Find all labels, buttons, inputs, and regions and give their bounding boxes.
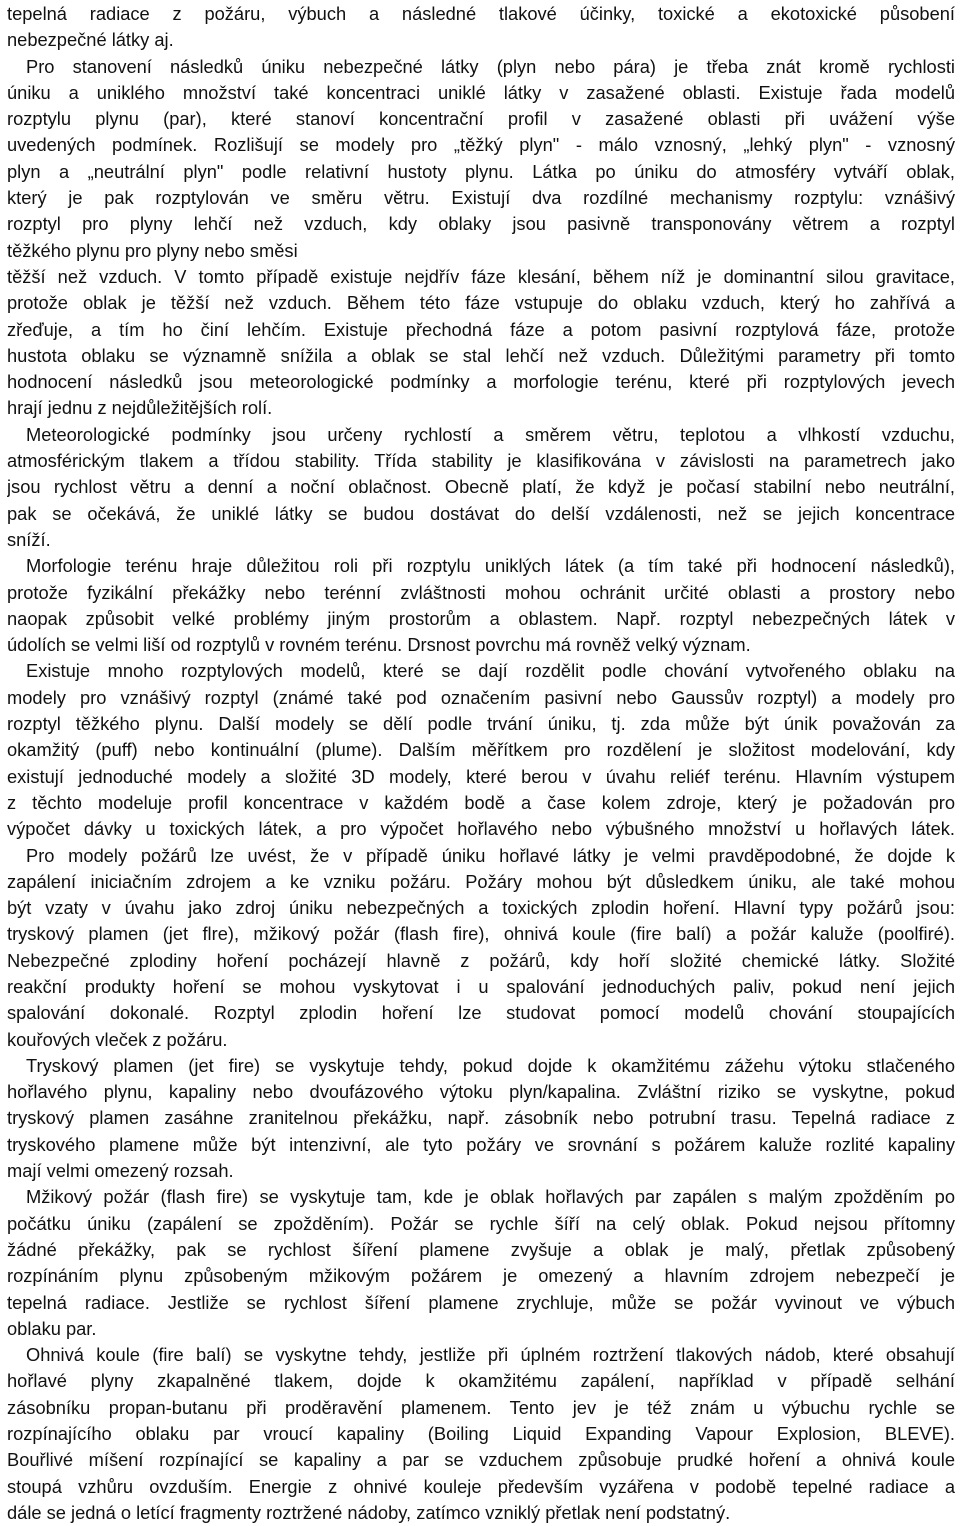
text-line: z těchto modeluje profil koncentrace v každém bodě a čase kolem zdroje, který je požadován pro bbox=[7, 791, 955, 813]
text-line: plyn a „neutrální plyn" podle relativní hustoty plynu. Látka po úniku do atmosféry vytváří oblak, bbox=[7, 160, 955, 182]
text-line: jsou rychlost větru a denní a noční oblačnost. Obecně platí, že když je počasí stabilní nebo neutrální, bbox=[7, 476, 955, 498]
text-line: být vzaty v úvahu jako zdroj úniku nebezpečných a toxických zplodin hoření. Hlavní typy požárů jsou: bbox=[7, 897, 955, 919]
text-line: dále se jedná o letící fragmenty roztržené nádoby, zatímco vzniklý přetlak není podstatný. bbox=[7, 1501, 731, 1523]
text-line: oblaku par. bbox=[7, 1317, 97, 1339]
text-line: protože fyzikální překážky nebo terénní zvláštnosti mohou ochránit určité oblasti a prostory nebo bbox=[7, 581, 955, 603]
text-line: spalování dokonalé. Rozptyl zplodin hoření lze studovat pomocí modelů chování stoupajících bbox=[7, 1002, 955, 1024]
text-line: těžší než vzduch. V tomto případě existuje nejdřív fáze klesání, během níž je dominantní silou gravitace, bbox=[7, 265, 955, 287]
text-line: mají velmi omezený rozsah. bbox=[7, 1160, 234, 1182]
text-line: zřeďuje, a tím ho činí lehčím. Existuje přechodná fáze a potom pasivní rozptylová fáze, protože bbox=[7, 318, 955, 340]
text-line: existují jednoduché modely a složité 3D modely, které berou v úvahu reliéf terénu. Hlavním výstupem bbox=[7, 765, 955, 787]
text-line: hrají jednu z nejdůležitějších rolí. bbox=[7, 397, 273, 419]
text-line: sníží. bbox=[7, 528, 51, 550]
text-line: tryskového plamene může být intenzivní, ale tyto požáry ve srovnání s požárem kaluže rozlité kapaliny bbox=[7, 1133, 955, 1155]
text-line: úniku a uniklého množství také koncentraci uniklé látky v zasažené oblasti. Existuje řada modelů bbox=[7, 81, 955, 103]
text-line: Morfologie terénu hraje důležitou roli při rozptylu uniklých látek (a tím také při hodnocení následků), bbox=[26, 555, 955, 577]
text-line: rozptylu plynu (par), které stanoví koncentrační profil v zasažené oblasti při uvážení výše bbox=[7, 108, 955, 130]
text-line: který je pak rozptylován ve směru větru. Existují dva rozdílné mechanismy rozptylu: vznášivý bbox=[7, 187, 955, 209]
text-line: hořlavé plyny zkapalněné tlakem, dojde k okamžitému zapálení, například v případě selhání bbox=[7, 1370, 955, 1392]
text-line: rozptyl těžkého plynu. Další modely se dělí podle trvání úniku, tj. zda může být únik považován za bbox=[7, 713, 955, 735]
text-line: počátku úniku (zapálení se zpožděním). Požár se rychle šíří na celý oblak. Pokud nejsou přítomny bbox=[7, 1212, 955, 1234]
text-line: zapálení iniciačním zdrojem a ke vzniku požáru. Požáry mohou být důsledkem úniku, ale také mohou bbox=[7, 870, 955, 892]
text-line: rozpínáním plynu způsobeným mžikovým požárem je omezený a hlavním zdrojem nebezpečí je bbox=[7, 1265, 955, 1287]
text-line: Ohnivá koule (fire balí) se vyskytne tehdy, jestliže při úplném roztržení tlakových nádob, které obsahují bbox=[26, 1344, 955, 1366]
text-line: modely pro vznášivý rozptyl (známé také pod označením pasivní nebo Gaussův rozptyl) a modely pro bbox=[7, 686, 955, 708]
text-line: nebezpečné látky aj. bbox=[7, 29, 174, 51]
text-line: žádné překážky, pak se rychlost šíření plamene zvyšuje a oblak je malý, přetlak způsobený bbox=[7, 1238, 955, 1260]
text-line: tepelná radiace. Jestliže se rychlost šíření plamene zrychluje, může se požár vyvinout ve výbuch bbox=[7, 1291, 955, 1313]
text-line: reakční produkty hoření se mohou vyskytovat i u spalování jednoduchých paliv, pokud není jejich bbox=[7, 975, 955, 997]
text-line: rozptyl pro plyny lehčí než vzduch, kdy oblaky jsou pasivně transponovány větrem a rozptyl bbox=[7, 213, 955, 235]
text-line: Meteorologické podmínky jsou určeny rychlostí a směrem větru, teplotou a vlhkostí vzduchu, bbox=[26, 423, 955, 445]
text-line: hodnocení následků jsou meteorologické podmínky a morfologie terénu, které při rozptylových jevech bbox=[7, 371, 955, 393]
text-line: těžkého plynu pro plyny nebo směsi bbox=[7, 239, 298, 261]
text-line: Tryskový plamen (jet fire) se vyskytuje tehdy, pokud dojde k okamžitému zážehu výtoku stlačeného bbox=[26, 1054, 955, 1076]
text-line: pak se očekává, že uniklé látky se budou dostávat do delší vzdálenosti, než se jejich koncentrace bbox=[7, 502, 955, 524]
text-line: Existuje mnoho rozptylových modelů, které se dají rozdělit podle chování vytvořeného oblaku na bbox=[26, 660, 955, 682]
text-line: stoupá vzhůru ovzduším. Energie z ohnivé kouleje především vyzářena v podobě tepelné radiace a bbox=[7, 1475, 955, 1497]
text-line: hustota oblaku se významně snížila a oblak se stal lehčí než vzduch. Důležitými parametry při tomto bbox=[7, 344, 955, 366]
text-line: protože oblak je těžší než vzduch. Během této fáze vstupuje do oblaku vzduch, který ho zahřívá a bbox=[7, 292, 955, 314]
text-line: tryskový plamen zasáhne zranitelnou překážku, např. zásobník nebo potrubní trasu. Tepelná radiace z bbox=[7, 1107, 955, 1129]
text-line: Bouřlivé míšení rozpínající se kapaliny a par se vzduchem způsobuje prudké hoření a ohnivá koule bbox=[7, 1449, 955, 1471]
text-line: atmosférickým tlakem a třídou stability. Třída stability je klasifikována v závislosti na parametrech jako bbox=[7, 450, 955, 472]
text-line: Nebezpečné zplodiny hoření pocházejí hlavně z požárů, kdy hoří složité chemické látky. Složité bbox=[7, 949, 955, 971]
text-line: tepelná radiace z požáru, výbuch a následné tlakové účinky, toxické a ekotoxické působení bbox=[7, 3, 955, 24]
text-line: tryskový plamen (jet flre), mžikový požár (flash fire), ohnivá koule (fire balí) a požár kaluže (poolfiré). bbox=[7, 923, 955, 945]
text-line: zásobníku propan-butanu při proděravění plamenem. Tento jev je též znám u výbuchu rychle se bbox=[7, 1396, 955, 1418]
text-line: údolích se velmi liší od rozptylů v rovném terénu. Drsnost povrchu má rovněž velký význam. bbox=[7, 634, 751, 656]
text-line: uvedených podmínek. Rozlišují se modely pro „těžký plyn" - málo vznosný, „lehký plyn" - vznosný bbox=[7, 134, 955, 156]
text-line: Mžikový požár (flash fire) se vyskytuje tam, kde je oblak hořlavých par zapálen s malým zpožděním po bbox=[26, 1186, 955, 1208]
text-line: rozpínajícího oblaku par vroucí kapaliny (Boiling Liquid Expanding Vapour Explosion, BLEVE). bbox=[7, 1423, 955, 1445]
text-line: hořlavého plynu, kapaliny nebo dvoufázového výtoku plyn/kapalina. Zvláštní riziko se vyskytne, pokud bbox=[7, 1081, 955, 1103]
text-line: Pro stanovení následků úniku nebezpečné látky (plyn nebo pára) je třeba znát kromě rychlosti bbox=[26, 55, 955, 77]
text-line: výpočet dávky u toxických látek, a pro výpočet hořlavého nebo výbušného množství u hořlavých látek. bbox=[7, 818, 955, 840]
text-line: okamžitý (puff) nebo kontinuální (plume). Dalším měřítkem pro rozdělení je složitost modelování, kdy bbox=[7, 739, 955, 761]
text-line: kouřových vleček z požáru. bbox=[7, 1028, 228, 1050]
text-line: Pro modely požárů lze uvést, že v případě úniku hořlavé látky je velmi pravděpodobné, že dojde k bbox=[26, 844, 955, 866]
text-line: naopak způsobit velké problémy jiným prostorům a oblastem. Např. rozptyl nebezpečných látek v bbox=[7, 607, 955, 629]
